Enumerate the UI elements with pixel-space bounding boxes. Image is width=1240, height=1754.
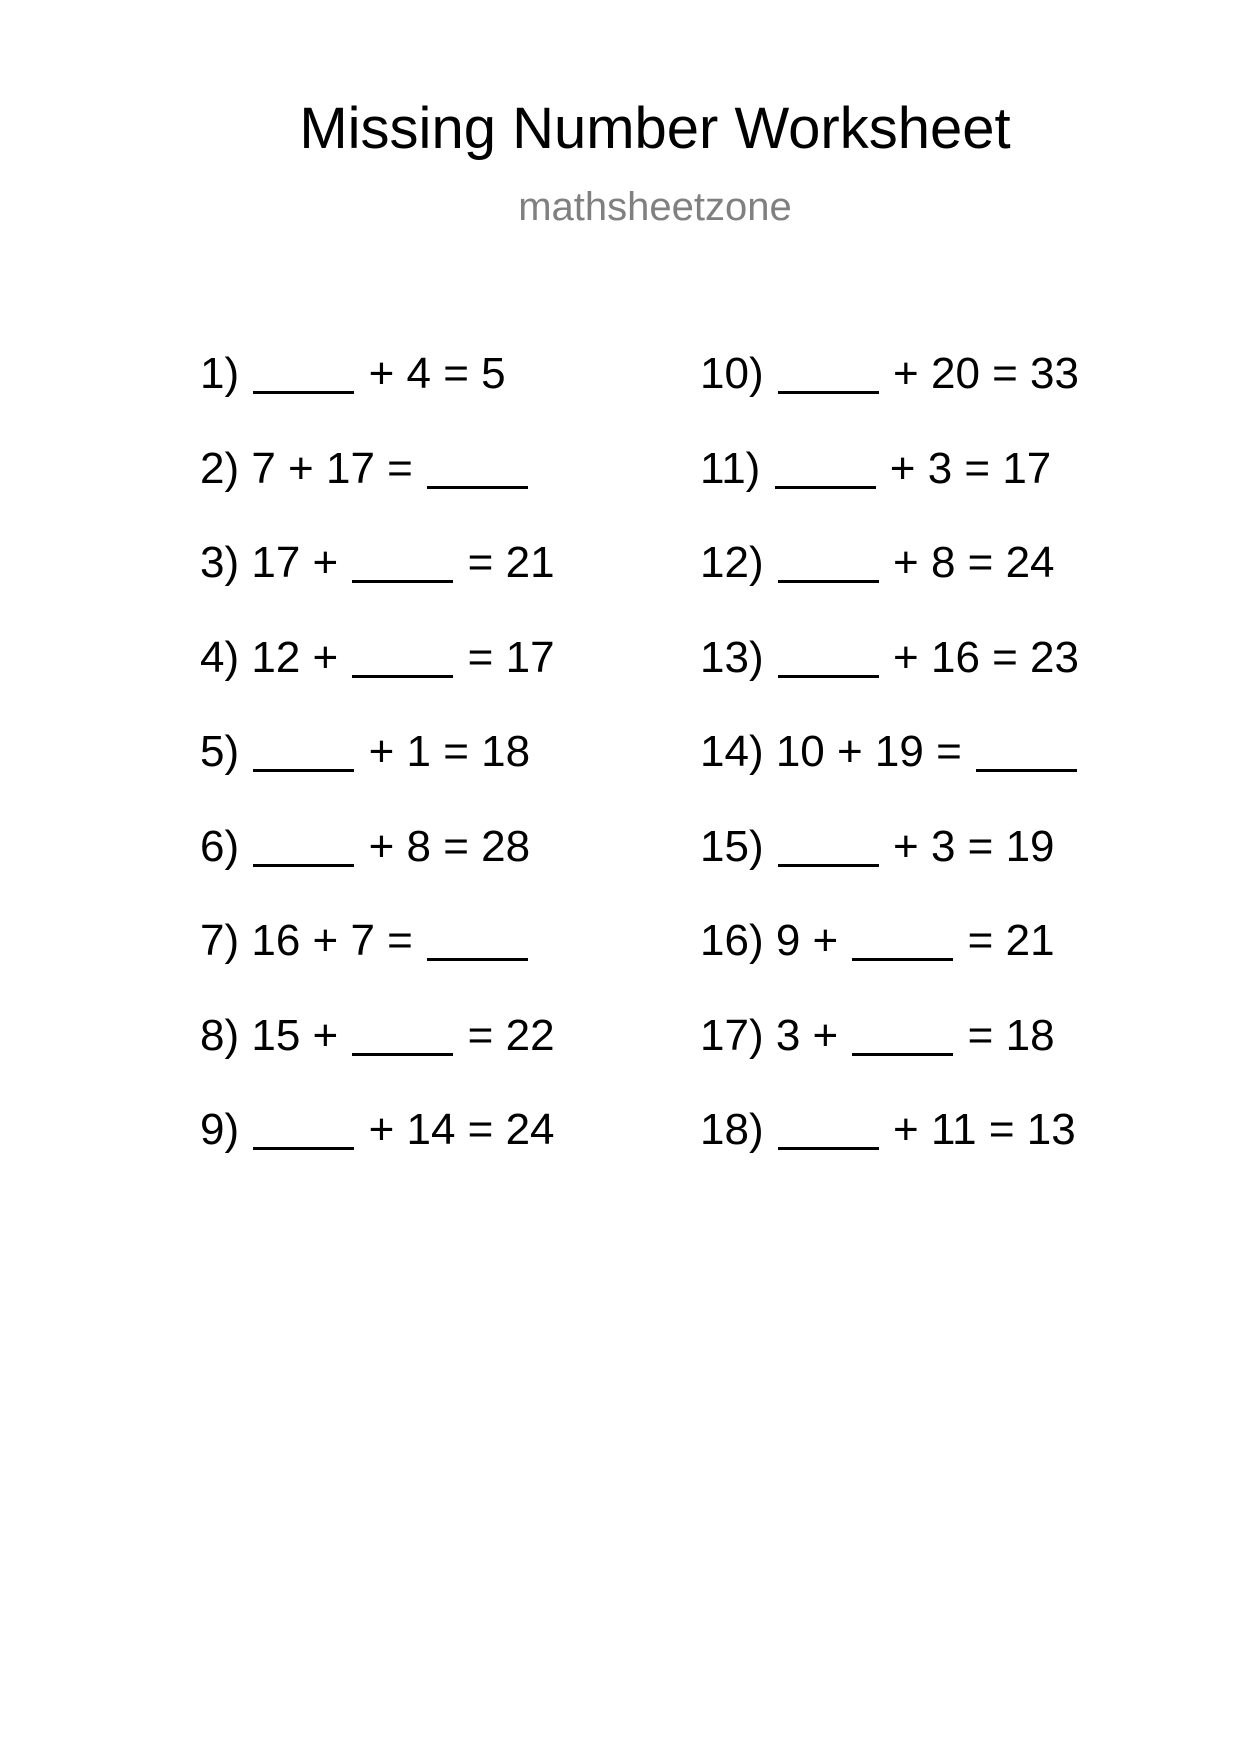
answer-blank[interactable] — [852, 918, 953, 961]
equation-text: 3 + — [775, 1010, 851, 1060]
equation-text: + 14 = 24 — [356, 1105, 555, 1154]
equation-text: 17 + — [251, 538, 351, 587]
problem-number: 2) — [200, 443, 240, 493]
problem-item — [200, 818, 555, 913]
problem-number: 1) — [200, 349, 240, 398]
problem-number: 8) — [200, 1010, 240, 1060]
equation-text: = 17 — [455, 632, 555, 682]
worksheet-subtitle: mathsheetzone — [518, 185, 792, 229]
problem-number: 10) — [700, 349, 764, 398]
problem-item — [700, 440, 1079, 535]
problem-item — [200, 1101, 555, 1196]
problem-item — [700, 818, 1079, 913]
problem-item — [700, 1101, 1079, 1196]
problem-number: 13) — [700, 632, 764, 682]
problem-number: 4) — [200, 632, 240, 682]
answer-blank[interactable] — [778, 635, 879, 678]
answer-blank[interactable] — [352, 635, 453, 678]
answer-blank[interactable] — [352, 540, 453, 583]
problem-number: 5) — [200, 727, 240, 776]
answer-blank[interactable] — [976, 729, 1077, 772]
answer-blank[interactable] — [253, 824, 354, 867]
equation-text: 16 + 7 = — [251, 916, 426, 965]
answer-blank[interactable] — [778, 1107, 879, 1150]
problem-number: 12) — [700, 538, 764, 587]
problem-item — [200, 629, 555, 724]
equation-text: 7 + 17 = — [251, 443, 426, 493]
equation-text: 9 + — [775, 916, 851, 965]
equation-text: + 16 = 23 — [880, 632, 1079, 682]
problem-item — [200, 723, 555, 818]
problem-number: 7) — [200, 916, 240, 965]
answer-blank[interactable] — [775, 446, 876, 489]
answer-blank[interactable] — [778, 540, 879, 583]
problem-item — [700, 629, 1079, 724]
answer-blank[interactable] — [352, 1013, 453, 1056]
problem-item — [700, 723, 1079, 818]
problem-number: 15) — [700, 821, 764, 871]
problem-item — [700, 345, 1079, 440]
problem-number: 6) — [200, 821, 240, 871]
equation-text: + 8 = 28 — [356, 821, 531, 871]
problem-item — [700, 534, 1079, 629]
equation-text: + 8 = 24 — [880, 538, 1055, 587]
answer-blank[interactable] — [778, 824, 879, 867]
equation-text: + 4 = 5 — [356, 349, 506, 398]
problems-right-column — [700, 345, 1079, 1196]
problem-number: 3) — [200, 538, 240, 587]
answer-blank[interactable] — [427, 918, 528, 961]
equation-text: + 1 = 18 — [356, 727, 531, 776]
problem-item — [200, 345, 555, 440]
problem-number: 14) — [700, 727, 764, 776]
problem-item — [200, 1007, 555, 1102]
problem-item — [200, 534, 555, 629]
worksheet-title: Missing Number Worksheet — [299, 96, 1011, 161]
problems-left-column — [200, 345, 555, 1196]
problem-item — [700, 912, 1079, 1007]
equation-text: + 3 = 19 — [880, 821, 1055, 871]
equation-text: + 11 = 13 — [880, 1105, 1076, 1154]
problem-number: 18) — [700, 1105, 764, 1154]
equation-text: = 21 — [955, 916, 1055, 965]
problem-item — [700, 1007, 1079, 1102]
equation-text: = 18 — [955, 1010, 1055, 1060]
equation-text: 15 + — [251, 1010, 351, 1060]
problem-item — [200, 912, 555, 1007]
equation-text: = 22 — [455, 1010, 555, 1060]
equation-text: + 20 = 33 — [880, 349, 1079, 398]
problem-item — [200, 440, 555, 535]
answer-blank[interactable] — [253, 1107, 354, 1150]
equation-text: 12 + — [251, 632, 351, 682]
answer-blank[interactable] — [427, 446, 528, 489]
problem-number: 11) — [700, 443, 761, 493]
equation-text: 10 + 19 = — [775, 727, 974, 776]
answer-blank[interactable] — [253, 351, 354, 394]
problem-number: 9) — [200, 1105, 240, 1154]
equation-text: + 3 = 17 — [877, 443, 1052, 493]
equation-text: = 21 — [455, 538, 555, 587]
answer-blank[interactable] — [852, 1013, 953, 1056]
answer-blank[interactable] — [253, 729, 354, 772]
problem-number: 17) — [700, 1010, 764, 1060]
answer-blank[interactable] — [778, 351, 879, 394]
problem-number: 16) — [700, 916, 764, 965]
